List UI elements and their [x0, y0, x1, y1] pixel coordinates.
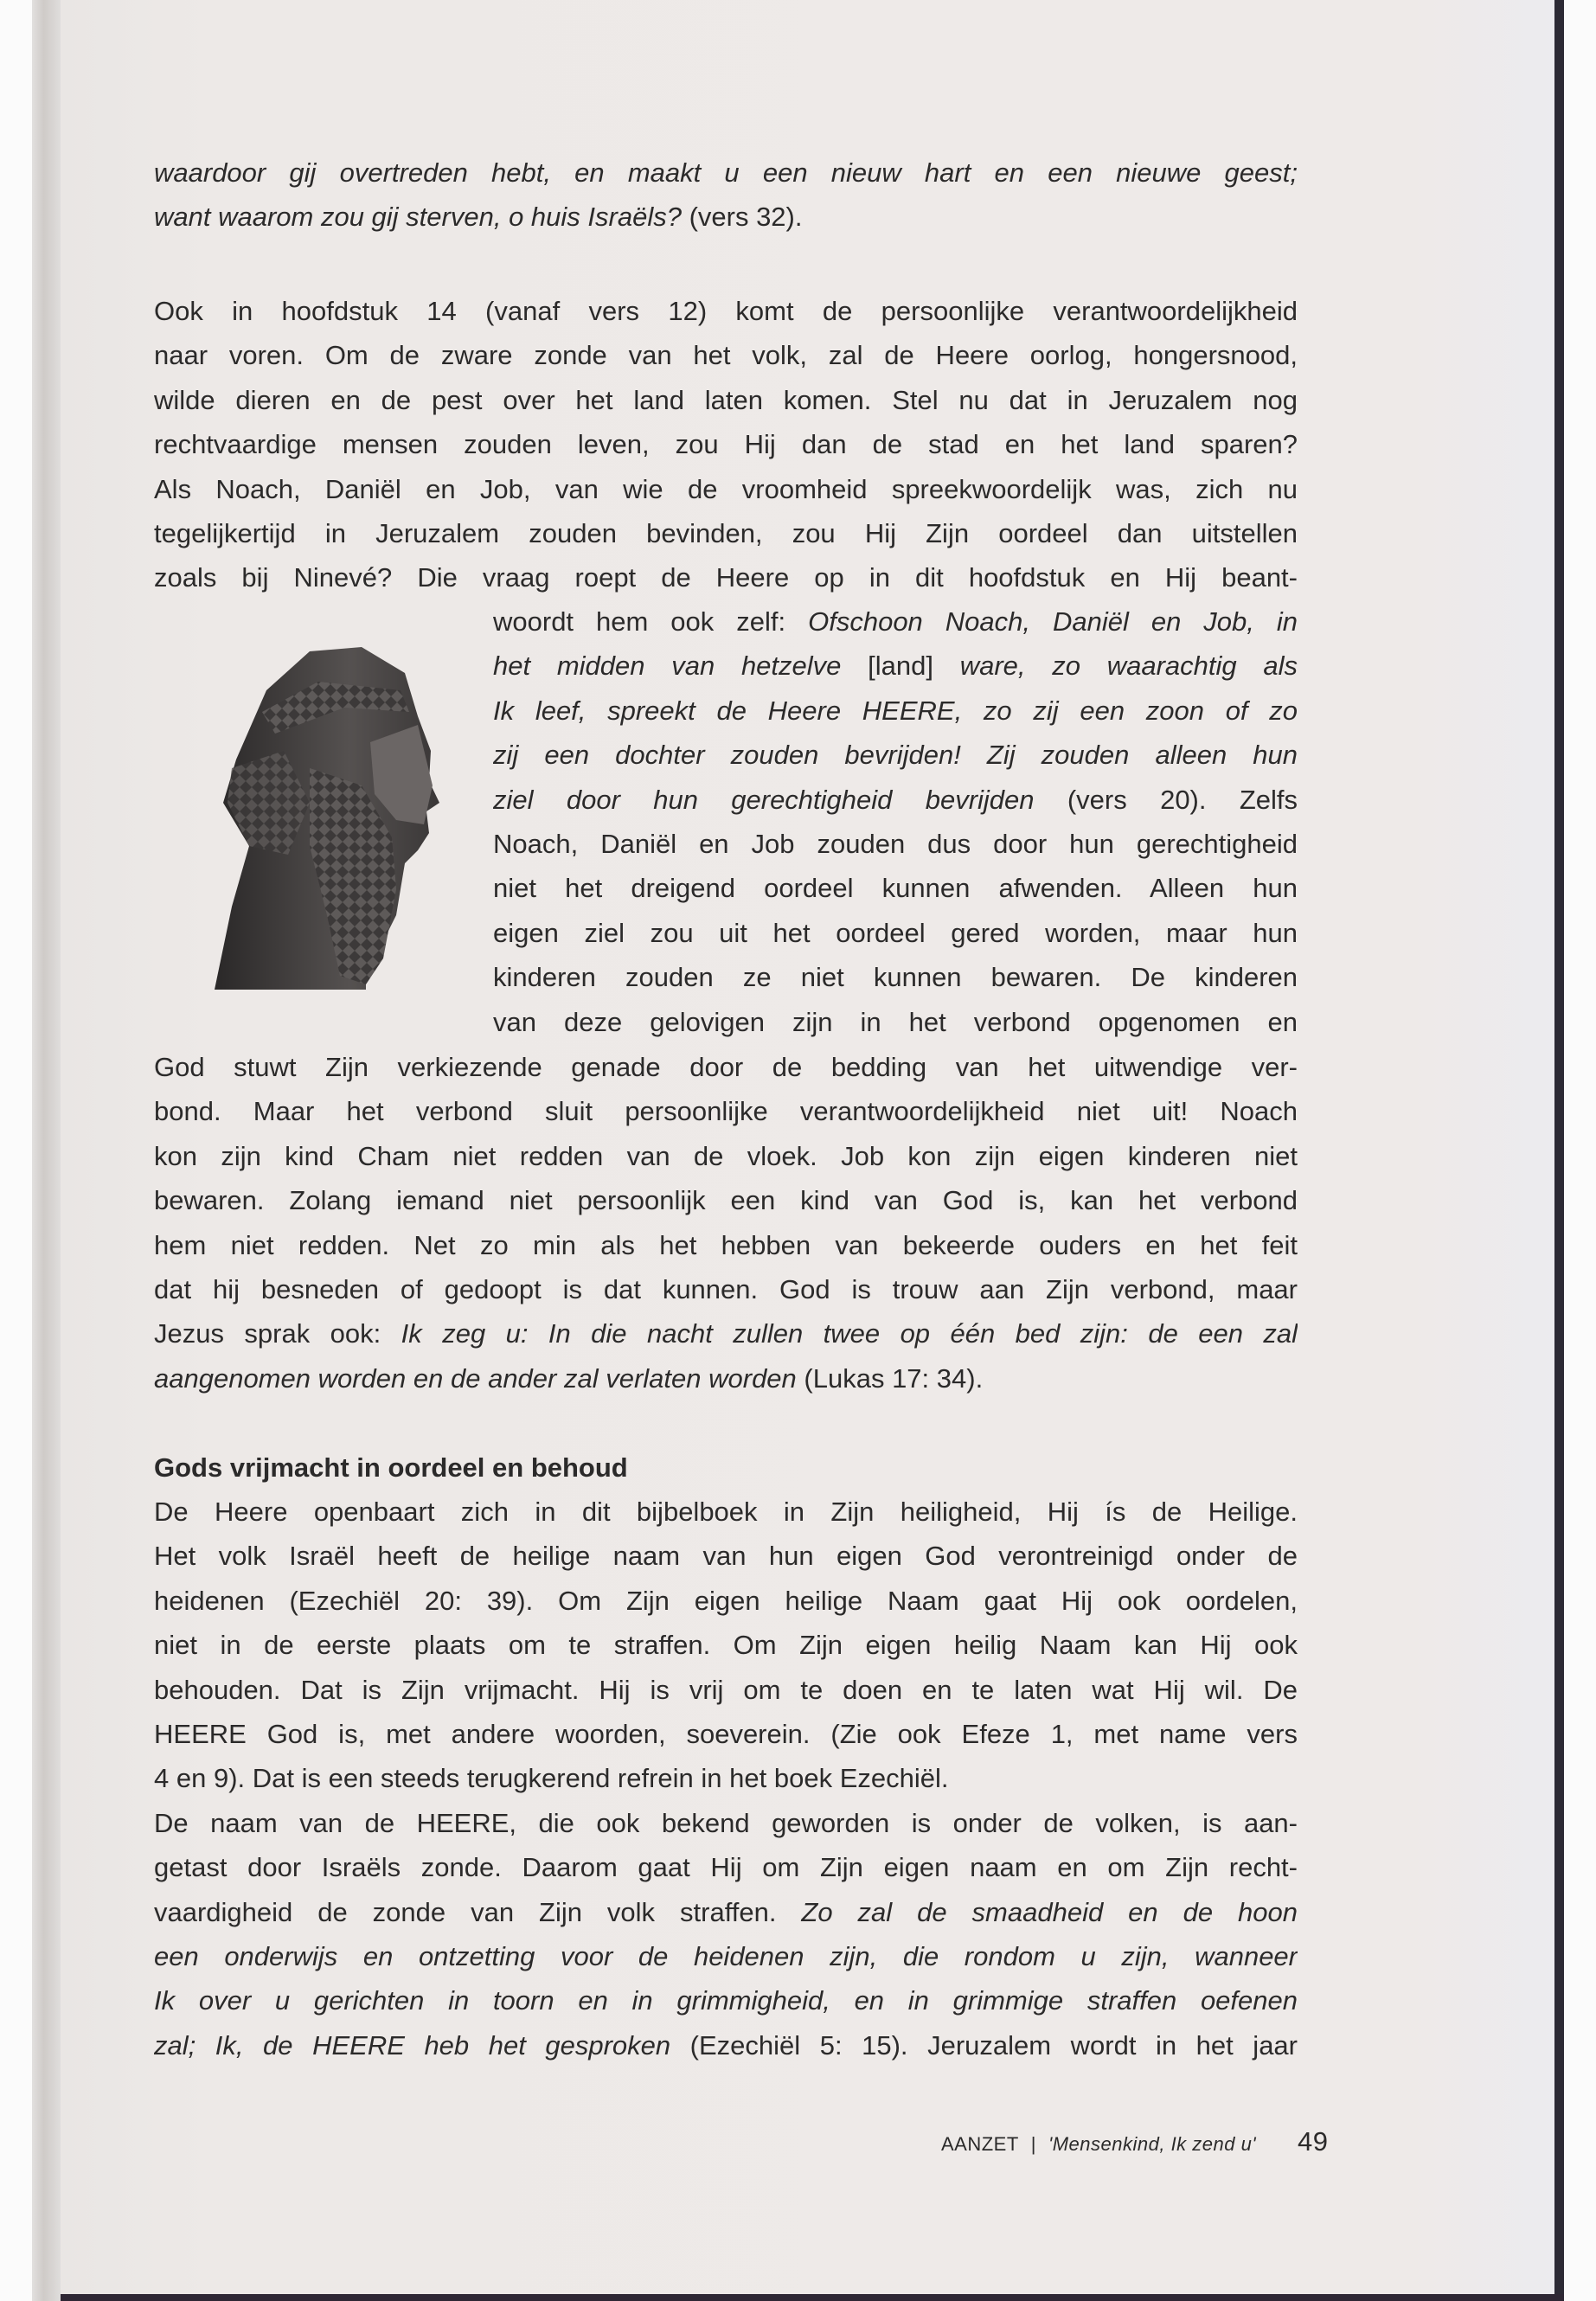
italic-quote-run: aangenomen worden en de ander zal verlaten worden — [154, 1362, 797, 1394]
text-run: kon zijn kind Cham niet redden van de vloek. Job kon zijn eigen kinderen niet — [154, 1140, 1298, 1171]
text-line — [493, 599, 1298, 644]
text-line — [493, 644, 1298, 688]
text-run: naar voren. Om de zware zonde van het volk, zal de Heere oorlog, hongersnood, — [154, 340, 1298, 371]
text-line — [154, 1623, 1298, 1667]
italic-quote-run: een onderwijs en ontzetting voor de heidenen zijn, die rondom u zijn, wanneer — [154, 1940, 1298, 1971]
footer-chapter-title: 'Mensenkind, Ik zend u' — [1048, 2133, 1257, 2155]
footer-separator: | — [1030, 2133, 1037, 2155]
text-run: heidenen (Ezechiël 20: 39). Om Zijn eigen heilige Naam gaat Hij ook oordelen, — [154, 1585, 1298, 1616]
text-run: Jezus sprak ook: — [154, 1318, 401, 1349]
italic-quote-run: waardoor gij overtreden hebt, en maakt u een nieuw hart en een nieuwe geest; — [154, 157, 1298, 188]
text-line — [154, 1978, 1298, 2022]
text-run: wilde dieren en de pest over het land laten komen. Stel nu dat in Jeruzalem nog — [154, 384, 1298, 415]
text-run: HEERE God is, met andere woorden, soeverein. (Zie ook Efeze 1, met name vers — [154, 1718, 1298, 1749]
paragraph-covenant — [154, 1045, 1298, 1400]
page-bottom-edge — [61, 2294, 1564, 2301]
quote-continuation — [154, 151, 1298, 240]
text-line — [493, 733, 1298, 777]
text-line — [493, 955, 1298, 999]
footer-book-title: AANZET — [941, 2133, 1019, 2155]
section-heading: Gods vrijmacht in oordeel en behoud — [154, 1452, 628, 1483]
paragraph-sovereignty — [154, 1490, 1298, 2067]
text-run: (vers 32). — [681, 202, 803, 233]
text-line — [154, 1579, 1298, 1623]
italic-quote-run: zal; Ik, de HEERE heb het gesproken — [154, 2029, 671, 2061]
book-spine-edge — [32, 0, 61, 2301]
text-run: Het volk Israël heeft de heilige naam van hun eigen God verontreinigd onder de — [154, 1541, 1298, 1572]
text-run: niet in de eerste plaats om te straffen. Om Zijn eigen heilig Naam kan Hij ook — [154, 1630, 1298, 1661]
text-run: (Ezechiël 5: 15). Jeruzalem wordt in het jaar — [670, 2029, 1298, 2061]
italic-quote-run: Ik leef, spreekt de Heere HEERE, zo zij een zoon of zo — [493, 695, 1298, 726]
text-run: God stuwt Zijn verkiezende genade door de bedding van het uitwendige ver- — [154, 1052, 1298, 1082]
italic-quote-run: want waarom zou gij sterven, o huis Israëls? — [154, 202, 682, 233]
text-line — [154, 378, 1298, 422]
text-line — [154, 422, 1298, 466]
text-run: niet het dreigend oordeel kunnen afwenden. Alleen hun — [493, 873, 1298, 904]
text-line — [154, 195, 1298, 239]
text-run: getast door Israëls zonde. Daarom gaat Hij om Zijn eigen naam en om Zijn recht- — [154, 1852, 1298, 1883]
text-line — [154, 1845, 1298, 1889]
bearded-bust-icon — [197, 630, 444, 990]
text-line — [154, 1178, 1298, 1222]
text-line — [154, 1311, 1298, 1356]
text-line — [154, 289, 1298, 333]
text-run: Noach, Daniël en Job zouden dus door hun gerechtigheid — [493, 828, 1298, 859]
page-footer — [941, 2126, 1329, 2157]
text-run: behouden. Dat is Zijn vrijmacht. Hij is vrij om te doen en te laten wat Hij wil. De — [154, 1674, 1298, 1705]
text-line — [154, 467, 1298, 511]
text-run: [land] — [868, 651, 933, 682]
page-right-edge — [1554, 0, 1564, 2301]
text-line — [493, 1000, 1298, 1044]
italic-quote-run: Ik zeg u: In die nacht zullen twee op één bed zijn: de een zal — [401, 1318, 1298, 1349]
paragraph-beside-image — [493, 599, 1298, 1044]
italic-quote-run: Zo zal de smaadheid en de hoon — [801, 1896, 1298, 1927]
text-line — [154, 1934, 1298, 1978]
text-run: vaardigheid de zonde van Zijn volk straffen. — [154, 1896, 802, 1927]
text-run: van deze gelovigen zijn in het verbond opgenomen en — [493, 1006, 1298, 1037]
text-run: bond. Maar het verbond sluit persoonlijke verantwoordelijkheid niet uit! Noach — [154, 1096, 1298, 1127]
text-line — [493, 689, 1298, 733]
text-run: hem niet redden. Net zo min als het hebben van bekeerde ouders en het feit — [154, 1229, 1298, 1260]
text-line — [154, 1356, 1298, 1400]
text-run: zoals bij Ninevé? Die vraag roept de Heere op in dit hoofdstuk en Hij beant- — [154, 562, 1298, 593]
text-line — [154, 333, 1298, 377]
text-run: (vers 20). Zelfs — [1034, 784, 1298, 815]
text-run: Ook in hoofdstuk 14 (vanaf vers 12) komt de persoonlijke verantwoordelijkheid — [154, 296, 1298, 326]
italic-quote-run: Ofschoon Noach, Daniël en Job, in — [808, 606, 1298, 637]
text-line — [493, 822, 1298, 866]
text-line — [154, 1534, 1298, 1578]
text-run: 4 en 9). Dat is een steeds terugkerend refrein in het boek Ezechiël. — [154, 1763, 949, 1794]
text-line — [154, 1490, 1298, 1534]
text-line — [154, 1890, 1298, 1934]
text-line — [154, 1756, 1298, 1800]
text-line — [154, 511, 1298, 555]
text-line — [154, 1668, 1298, 1712]
italic-quote-run: het midden van hetzelve — [493, 651, 869, 682]
text-line — [154, 1089, 1298, 1133]
text-run: (Lukas 17: 34). — [796, 1362, 984, 1394]
text-run: kinderen zouden ze niet kunnen bewaren. De kinderen — [493, 962, 1298, 993]
paragraph-chapter-14 — [154, 289, 1298, 600]
text-line — [154, 1134, 1298, 1178]
text-run: rechtvaardige mensen zouden leven, zou Hij dan de stad en het land sparen? — [154, 429, 1298, 460]
text-run: Als Noach, Daniël en Job, van wie de vroomheid spreekwoordelijk was, zich nu — [154, 473, 1298, 504]
italic-quote-run: ziel door hun gerechtigheid bevrijden — [493, 784, 1035, 815]
text-run: eigen ziel zou uit het oordeel gered worden, maar hun — [493, 917, 1298, 948]
text-line — [493, 911, 1298, 955]
text-line — [154, 1712, 1298, 1756]
italic-quote-run: Ik over u gerichten in toorn en in grimmigheid, en in grimmige straffen oefenen — [154, 1985, 1298, 2016]
italic-quote-run: ware, zo waarachtig als — [933, 651, 1298, 682]
text-run: dat hij besneden of gedoopt is dat kunnen. God is trouw aan Zijn verbond, maar — [154, 1273, 1298, 1304]
italic-quote-run: zij een dochter zouden bevrijden! Zij zouden alleen hun — [493, 740, 1298, 771]
page-number: 49 — [1298, 2126, 1329, 2157]
text-line — [154, 151, 1298, 195]
text-line — [154, 555, 1298, 599]
text-run: tegelijkertijd in Jeruzalem zouden bevinden, zou Hij Zijn oordeel dan uitstellen — [154, 517, 1298, 548]
text-line — [154, 1801, 1298, 1845]
text-line — [154, 1045, 1298, 1089]
text-line — [154, 1267, 1298, 1311]
text-run: woordt hem ook zelf: — [493, 606, 809, 637]
text-run: De Heere openbaart zich in dit bijbelboek in Zijn heiligheid, Hij ís de Heilige. — [154, 1497, 1298, 1527]
text-line — [154, 1223, 1298, 1267]
text-run: bewaren. Zolang iemand niet persoonlijk een kind van God is, kan het verbond — [154, 1185, 1298, 1216]
text-line — [493, 778, 1298, 822]
text-line — [154, 2023, 1298, 2067]
text-run: De naam van de HEERE, die ook bekend geworden is onder de volken, is aan- — [154, 1807, 1298, 1838]
text-line — [493, 866, 1298, 910]
